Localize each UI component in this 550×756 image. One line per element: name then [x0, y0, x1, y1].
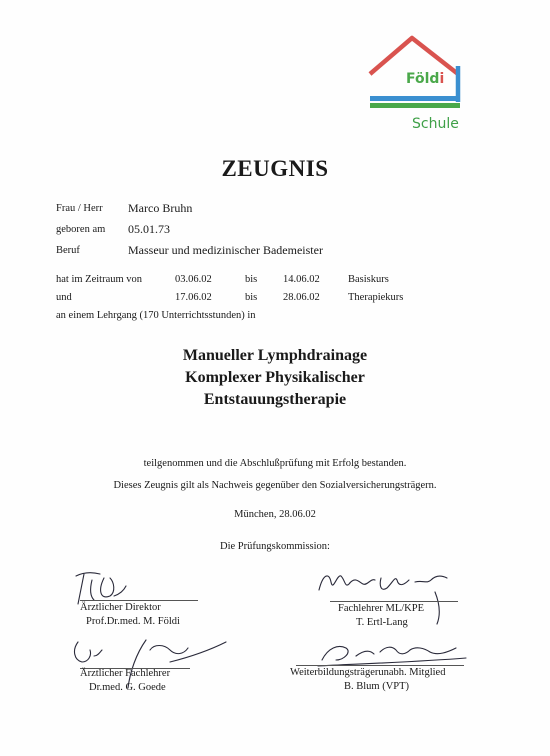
name-value: Marco Bruhn — [128, 201, 193, 215]
signatory-top-left-role: Ärztlicher Direktor — [80, 602, 161, 613]
commission-heading: Die Prüfungskommission: — [220, 541, 330, 552]
period-1-to: 14.06.02 — [283, 274, 320, 285]
document-title: ZEUGNIS — [221, 156, 329, 181]
period-1-label: hat im Zeitraum von — [56, 274, 143, 285]
period-2-label: und — [56, 292, 72, 303]
name-label: Frau / Herr — [56, 203, 103, 214]
dob-value: 05.01.73 — [128, 222, 170, 236]
logo-blue-bar — [370, 96, 460, 101]
course-title-line-3: Entstauungstherapie — [203, 391, 347, 408]
job-value: Masseur und medizinischer Bademeister — [128, 243, 323, 257]
course-intro: an einem Lehrgang (170 Unterrichtsstunden) in — [56, 310, 256, 321]
signatory-bottom-left-name: Dr.med. G. Goede — [89, 682, 166, 693]
place-date: München, 28.06.02 — [234, 509, 316, 520]
period-2-course: Therapiekurs — [348, 292, 404, 303]
course-title-line-1: Manueller Lymphdrainage — [182, 347, 368, 364]
period-1-from: 03.06.02 — [175, 274, 212, 285]
signatory-top-right-role: Fachlehrer ML/KPE — [338, 603, 425, 614]
course-title-line-2: Komplexer Physikalischer — [185, 369, 365, 386]
signature-line-bottom-right — [296, 665, 464, 666]
period-1-course: Basiskurs — [348, 274, 389, 285]
signatory-bottom-right-name: B. Blum (VPT) — [344, 681, 410, 692]
signature-line-top-right — [330, 601, 458, 602]
period-2-sep: bis — [245, 292, 258, 303]
statement-validity: Dieses Zeugnis gilt als Nachweis gegenüber den Sozialversicherungsträgern. — [113, 480, 437, 491]
signatory-top-left-name: Prof.Dr.med. M. Földi — [86, 616, 180, 627]
signatory-bottom-left-role: Ärztlicher Fachlehrer — [80, 668, 171, 679]
job-label: Beruf — [56, 245, 80, 256]
signature-line-top-left — [80, 600, 198, 601]
dob-label: geboren am — [56, 224, 106, 235]
signatory-top-right-name: T. Ertl-Lang — [356, 617, 408, 628]
logo-brand-text: Földi — [406, 71, 445, 87]
logo-green-bar — [370, 103, 460, 108]
logo-subtitle: Schule — [412, 116, 459, 132]
foldi-schule-logo — [360, 30, 490, 140]
statement-passed: teilgenommen und die Abschlußprüfung mit Erfolg bestanden. — [143, 458, 407, 469]
period-2-from: 17.06.02 — [175, 292, 212, 303]
signatory-bottom-right-role: Weiterbildungsträgerunabh. Mitglied — [290, 667, 446, 678]
period-1-sep: bis — [245, 274, 258, 285]
period-2-to: 28.06.02 — [283, 292, 320, 303]
